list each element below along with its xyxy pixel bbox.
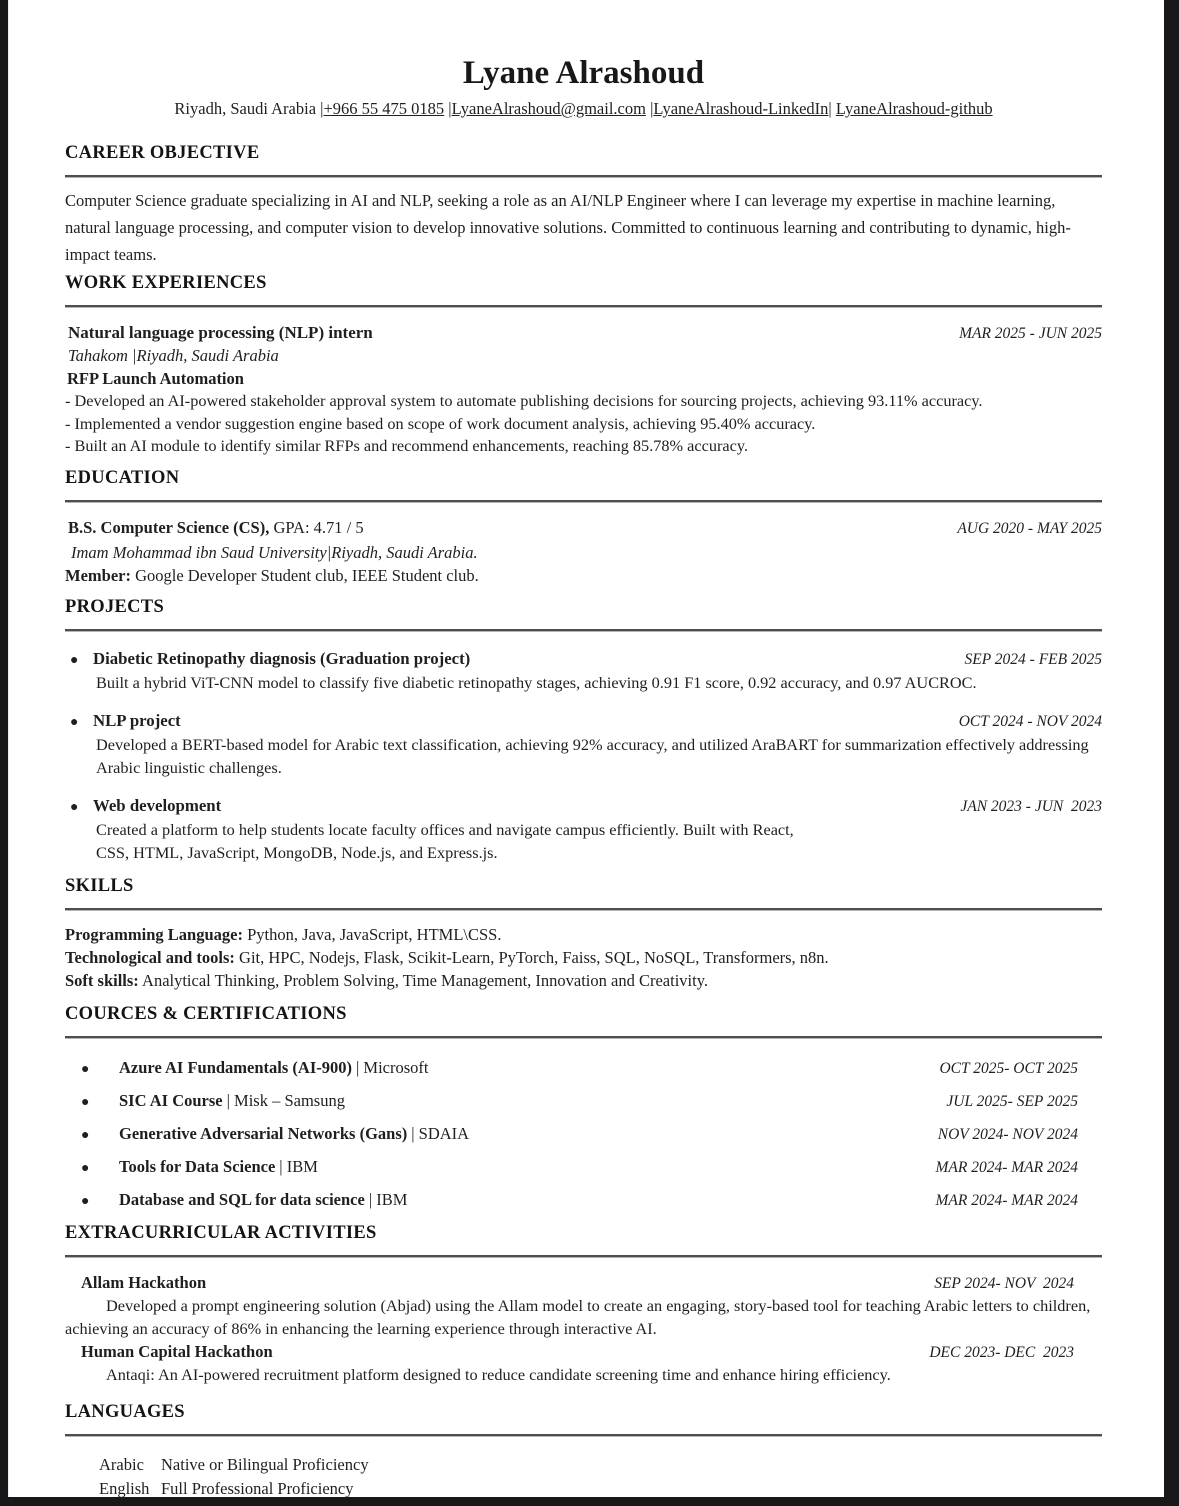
project-description: Developed a BERT-based model for Arabic text classification, achieving 92% accuracy, and utilized AraBART for summarization effectively addressing Arabic linguistic challenges.	[96, 735, 1089, 777]
person-name: Lyane Alrashoud	[462, 55, 705, 91]
degree-gpa: GPA: 4.71 / 5	[269, 517, 364, 537]
activity-title: Human Capital Hackathon	[81, 1342, 273, 1361]
section-rule	[65, 1255, 1102, 1258]
contact-separator-1: |	[320, 99, 324, 118]
skill-values: Python, Java, JavaScript, HTML\CSS.	[242, 925, 502, 944]
course-org: | Microsoft	[356, 1058, 429, 1077]
education-dates: AUG 2020 - MAY 2025	[957, 519, 1102, 537]
course-title: Generative Adversarial Networks (Gans)	[119, 1124, 408, 1143]
course-item	[65, 1155, 1102, 1180]
job-bullet-3: - Built an AI module to identify similar RFPs and recommend enhancements, reaching 85.78% accuracy.	[65, 436, 749, 455]
activity-item	[65, 1271, 1102, 1340]
activity-description: Antaqi: An AI-powered recruitment platform designed to reduce candidate screening time and enhance hiring efficiency.	[106, 1365, 891, 1384]
section-heading-skills: SKILLS	[65, 876, 134, 896]
skill-label: Programming Language:	[65, 925, 243, 944]
bullet-icon: ●	[81, 1095, 90, 1110]
section-rule	[65, 175, 1102, 178]
job-company: Tahakom |Riyadh, Saudi Arabia	[68, 346, 279, 365]
languages-block	[99, 1453, 1102, 1497]
course-org: | Misk – Samsung	[226, 1091, 345, 1110]
degree-title: B.S. Computer Science (CS),	[68, 517, 270, 537]
job-bullet-1: - Developed an AI-powered stakeholder approval system to automate publishing decisions for sourcing projects, achieving 93.11% accuracy.	[65, 391, 983, 410]
member-list: Google Developer Student club, IEEE Student club.	[130, 565, 479, 585]
activity-description: Developed a prompt engineering solution (Abjad) using the Allam model to create an engaging, story-based tool for teaching Arabic letters to children, achieving an accuracy of 86% in enhancing the learning experience through interactive AI.	[65, 1296, 1091, 1338]
career-objective-text: Computer Science graduate specializing in AI and NLP, seeking a role as an AI/NLP Engineer where I can leverage my expertise in machine learning, natural language processing, and computer vision to develop innovative solutions. Committed to continuous learning and contributing to dynamic, high-impact teams.	[65, 191, 1071, 264]
member-label: Member:	[65, 565, 131, 585]
section-heading-languages: LANGUAGES	[65, 1402, 185, 1422]
education-item	[65, 515, 1102, 587]
email-link[interactable]: LyaneAlrashoud@gmail.com	[451, 99, 646, 118]
course-dates: MAR 2024- MAR 2024	[935, 1159, 1078, 1176]
course-item	[65, 1089, 1102, 1114]
work-experience-item	[65, 321, 1102, 458]
course-line	[119, 1089, 934, 1112]
project-title: Web development	[93, 796, 222, 815]
course-line	[119, 1155, 924, 1178]
course-dates: MAR 2024- MAR 2024	[935, 1192, 1078, 1209]
job-title: Natural language processing (NLP) intern	[68, 323, 373, 342]
activity-item	[65, 1340, 1102, 1386]
section-rule	[65, 305, 1102, 308]
project-title: NLP project	[93, 711, 181, 730]
linkedin-link[interactable]: LyaneAlrashoud-LinkedIn	[653, 99, 829, 118]
skill-label: Technological and tools:	[65, 948, 235, 967]
job-project-title: RFP Launch Automation	[67, 369, 244, 388]
contact-location: Riyadh, Saudi Arabia	[174, 99, 321, 118]
bullet-icon: ●	[70, 715, 79, 730]
skill-label: Soft skills:	[65, 971, 139, 990]
course-dates: OCT 2025- OCT 2025	[939, 1060, 1078, 1077]
activity-title: Allam Hackathon	[81, 1273, 207, 1292]
contact-separator-3: |	[645, 99, 654, 118]
course-title: SIC AI Course	[119, 1091, 223, 1110]
course-line	[119, 1056, 927, 1079]
project-item	[65, 709, 1102, 779]
course-item	[65, 1188, 1102, 1213]
project-description: CSS, HTML, JavaScript, MongoDB, Node.js, and Express.js.	[96, 842, 498, 862]
language-row	[99, 1477, 1102, 1498]
section-heading-courses-certifications: COURCES & CERTIFICATIONS	[65, 1004, 347, 1024]
course-org: | IBM	[279, 1157, 318, 1176]
section-rule	[65, 1036, 1102, 1039]
skill-values: Git, HPC, Nodejs, Flask, Scikit-Learn, PyTorch, Faiss, SQL, NoSQL, Transformers, n8n.	[234, 948, 829, 967]
project-item	[65, 647, 1102, 695]
language-row	[99, 1453, 1102, 1477]
section-rule	[65, 908, 1102, 911]
section-heading-projects: PROJECTS	[65, 596, 165, 617]
course-dates: NOV 2024- NOV 2024	[937, 1126, 1078, 1143]
bullet-icon: ●	[70, 800, 79, 815]
course-line	[119, 1188, 924, 1211]
skills-row	[65, 969, 1102, 992]
language-name: English	[99, 1478, 150, 1497]
bullet-icon: ●	[81, 1128, 90, 1143]
activity-dates: SEP 2024- NOV 2024	[934, 1275, 1074, 1292]
github-link[interactable]: LyaneAlrashoud-github	[835, 99, 993, 118]
degree-line	[68, 515, 364, 540]
section-rule	[65, 500, 1102, 503]
university-name: Imam Mohammad ibn Saud University|Riyadh, Saudi Arabia.	[71, 542, 478, 562]
phone-link[interactable]: +966 55 475 0185	[323, 99, 445, 118]
project-title: Diabetic Retinopathy diagnosis (Graduation project)	[93, 648, 471, 668]
section-heading-career-objective: CAREER OBJECTIVE	[65, 143, 260, 163]
contact-separator-4: |	[828, 99, 836, 118]
course-org: | IBM	[368, 1190, 408, 1209]
course-line	[119, 1122, 926, 1145]
skills-block	[65, 923, 1102, 992]
skills-row	[65, 923, 1102, 946]
project-description: Created a platform to help students locate faculty offices and navigate campus efficiently. Built with React,	[96, 820, 794, 839]
course-dates: JUL 2025- SEP 2025	[946, 1093, 1078, 1110]
job-dates: MAR 2025 - JUN 2025	[959, 325, 1102, 342]
project-description: Built a hybrid ViT-CNN model to classify five diabetic retinopathy stages, achieving 0.91 F1 score, 0.92 accuracy, and 0.97 AUCROC.	[96, 672, 977, 692]
section-heading-work-experiences: WORK EXPERIENCES	[65, 273, 267, 293]
contact-separator-2: |	[444, 99, 452, 118]
language-level: Native or Bilingual Proficiency	[161, 1455, 369, 1474]
bullet-icon: ●	[70, 652, 79, 668]
membership-line	[65, 564, 1102, 587]
project-dates: JAN 2023 - JUN 2023	[960, 798, 1102, 815]
skill-values: Analytical Thinking, Problem Solving, Time Management, Innovation and Creativity.	[138, 971, 709, 990]
skills-row	[65, 946, 1102, 969]
course-item	[65, 1122, 1102, 1147]
section-rule	[65, 1434, 1102, 1437]
project-item	[65, 794, 1102, 864]
bullet-icon: ●	[81, 1161, 90, 1176]
bullet-icon: ●	[81, 1194, 90, 1209]
course-title: Tools for Data Science	[119, 1157, 276, 1176]
language-name: Arabic	[99, 1455, 144, 1474]
language-level: Full Professional Proficiency	[161, 1478, 354, 1497]
section-heading-extracurricular: EXTRACURRICULAR ACTIVITIES	[65, 1223, 377, 1243]
job-bullet-2: - Implemented a vendor suggestion engine based on scope of work document analysis, achieving 95.40% accuracy.	[65, 413, 816, 433]
course-title: Database and SQL for data science	[119, 1190, 365, 1209]
project-dates: OCT 2024 - NOV 2024	[958, 713, 1102, 730]
course-item	[65, 1056, 1102, 1081]
contact-line	[65, 97, 1102, 121]
courses-list	[65, 1056, 1102, 1213]
course-org: | SDAIA	[411, 1124, 470, 1143]
section-heading-education: EDUCATION	[65, 467, 180, 488]
bullet-icon: ●	[81, 1062, 90, 1077]
resume-page	[8, 0, 1164, 1497]
project-dates: SEP 2024 - FEB 2025	[964, 650, 1102, 668]
course-title: Azure AI Fundamentals (AI-900)	[119, 1058, 352, 1077]
activity-dates: DEC 2023- DEC 2023	[929, 1344, 1074, 1361]
section-rule	[65, 629, 1102, 632]
